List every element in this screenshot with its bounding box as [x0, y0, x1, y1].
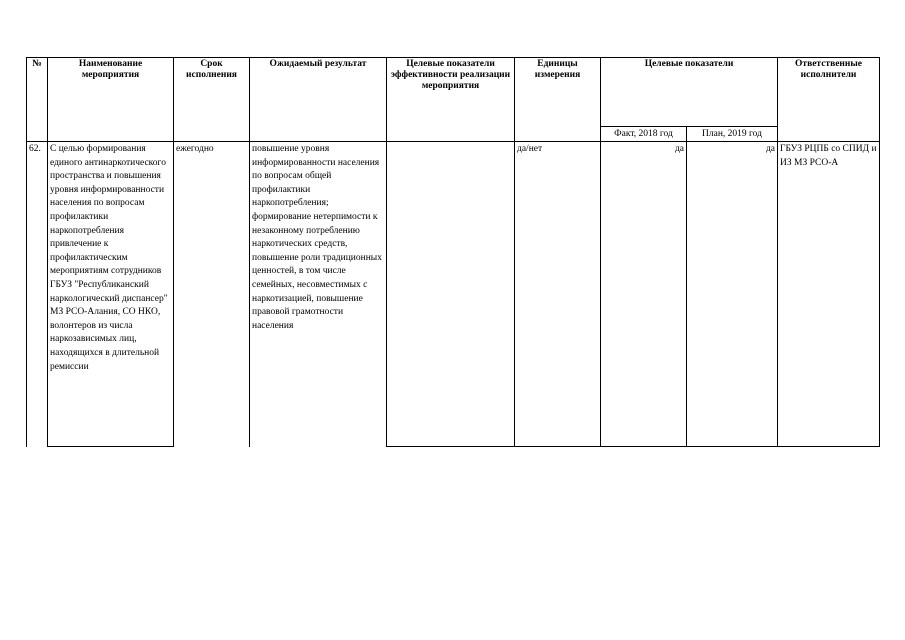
- header-indicators: Целевые показатели эффективности реализации мероприятия: [387, 58, 515, 142]
- cell-fact: да: [601, 142, 687, 447]
- header-term: Срок исполнения: [174, 58, 250, 142]
- cell-indicators: [387, 142, 515, 447]
- table-row: [27, 142, 880, 447]
- cell-responsible: ГБУЗ РЦПБ со СПИД и ИЗ МЗ РСО-А: [778, 142, 880, 447]
- cell-name: С целью формирования единого антинаркотического пространства и повышения уровня информированности населения по вопросам профилактики наркопотребления привлечение к профилактическим мероприятиям сотрудников ГБУЗ "Республиканский наркологический диспансер" МЗ РСО-Алания, СО НКО, волонтеров из числа наркозависимых лиц, находящихся в длительной ремиссии: [48, 142, 174, 447]
- cell-term: ежегодно: [174, 142, 250, 447]
- header-units: Единицы измерения: [515, 58, 601, 142]
- header-plan: План, 2019 год: [687, 127, 778, 142]
- header-name: Наименование мероприятия: [48, 58, 174, 142]
- measures-table: [26, 57, 880, 447]
- cell-plan: да: [687, 142, 778, 447]
- header-responsible: Ответственные исполнители: [778, 58, 880, 142]
- header-result: Ожидаемый результат: [250, 58, 387, 142]
- header-target: Целевые показатели: [601, 58, 778, 127]
- header-number: №: [27, 58, 48, 142]
- cell-units: да/нет: [515, 142, 601, 447]
- cell-number: 62.: [27, 142, 48, 447]
- header-fact: Факт, 2018 год: [601, 127, 687, 142]
- cell-result: повышение уровня информированности населения по вопросам общей профилактики наркопотребления; формирование нетерпимости к незаконному потреблению наркотических средств, повышение роли традиционных ценностей, в том числе семейных, несовместимых с наркотизацией, повышение правовой грамотности населения: [250, 142, 387, 447]
